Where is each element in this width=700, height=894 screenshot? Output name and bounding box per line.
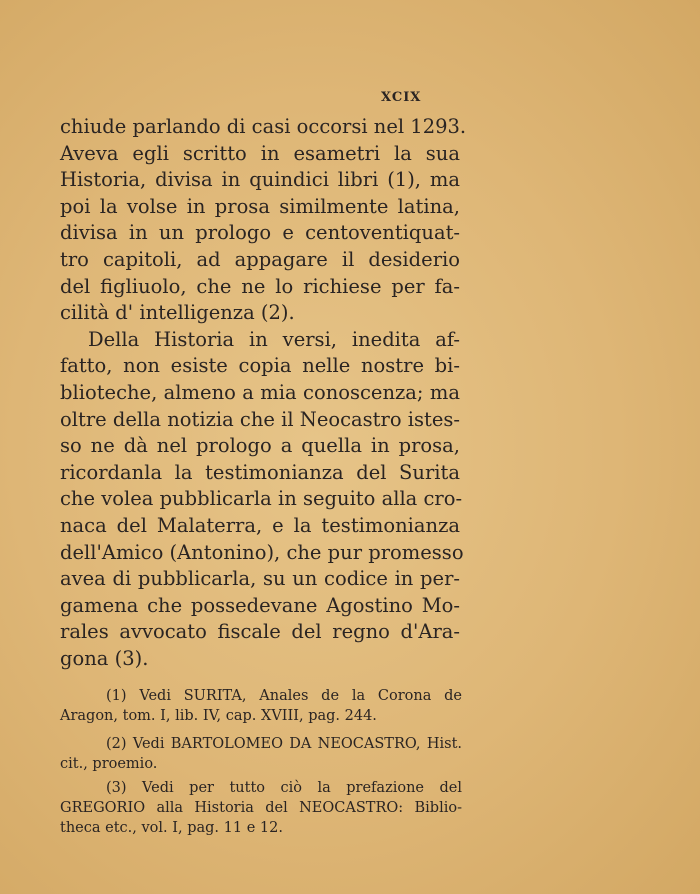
page-number: XCIX	[381, 90, 422, 105]
text-line: del figliuolo, che ne lo richiese per fa-	[60, 274, 460, 298]
footnote-line: (3) Vedi per tutto ciò la prefazione del	[106, 780, 462, 796]
text-line: fatto, non esiste copia nelle nostre bi-	[60, 354, 460, 378]
text-line: che volea pubblicarla in seguito alla cro-	[60, 487, 463, 511]
footnote-line: GREGORIO alla Historia del NEOCASTRO: Biblio-	[60, 800, 462, 816]
text-line: gona (3).	[60, 646, 149, 670]
footnote-3	[60, 778, 462, 838]
footnote-1	[60, 686, 462, 726]
main-text	[60, 114, 467, 672]
footnote-line: theca etc., vol. I, pag. 11 e 12.	[60, 820, 283, 836]
text-line: blioteche, almeno a mia conoscenza; ma	[60, 380, 460, 404]
text-line: oltre della notizia che il Neocastro istes-	[60, 407, 460, 431]
footnote-line: Aragon, tom. I, lib. IV, cap. XVIII, pag. 244.	[60, 708, 377, 724]
footnote-2	[60, 734, 462, 774]
text-line: naca del Malaterra, e la testimonianza	[60, 513, 460, 537]
footnote-line: (2) Vedi BARTOLOMEO DA NEOCASTRO, Hist.	[106, 736, 462, 752]
text-line: poi la volse in prosa similmente latina,	[60, 194, 460, 218]
text-line: gamena che possedevane Agostino Mo-	[60, 593, 460, 617]
text-line: Aveva egli scritto in esametri la sua	[60, 141, 460, 165]
text-line: tro capitoli, ad appagare il desiderio	[60, 247, 460, 271]
footnote-line: cit., proemio.	[60, 756, 158, 772]
text-line: divisa in un prologo e centoventiquat-	[60, 221, 460, 245]
text-line: dell'Amico (Antonino), che pur promesso	[60, 540, 464, 564]
text-line: rales avvocato fiscale del regno d'Ara-	[60, 620, 460, 644]
text-line: ricordanla la testimonianza del Surita	[60, 460, 460, 484]
text-line: cilità d' intelligenza (2).	[60, 301, 295, 325]
text-line: Della Historia in versi, inedita af-	[88, 327, 460, 351]
footnote-line: (1) Vedi SURITA, Anales de la Corona de	[106, 688, 462, 704]
text-line: so ne dà nel prologo a quella in prosa,	[60, 434, 460, 458]
text-line: Historia, divisa in quindici libri (1), ma	[60, 168, 460, 192]
text-line: chiude parlando di casi occorsi nel 1293.	[60, 115, 467, 138]
text-line: avea di pubblicarla, su un codice in per-	[60, 567, 460, 591]
